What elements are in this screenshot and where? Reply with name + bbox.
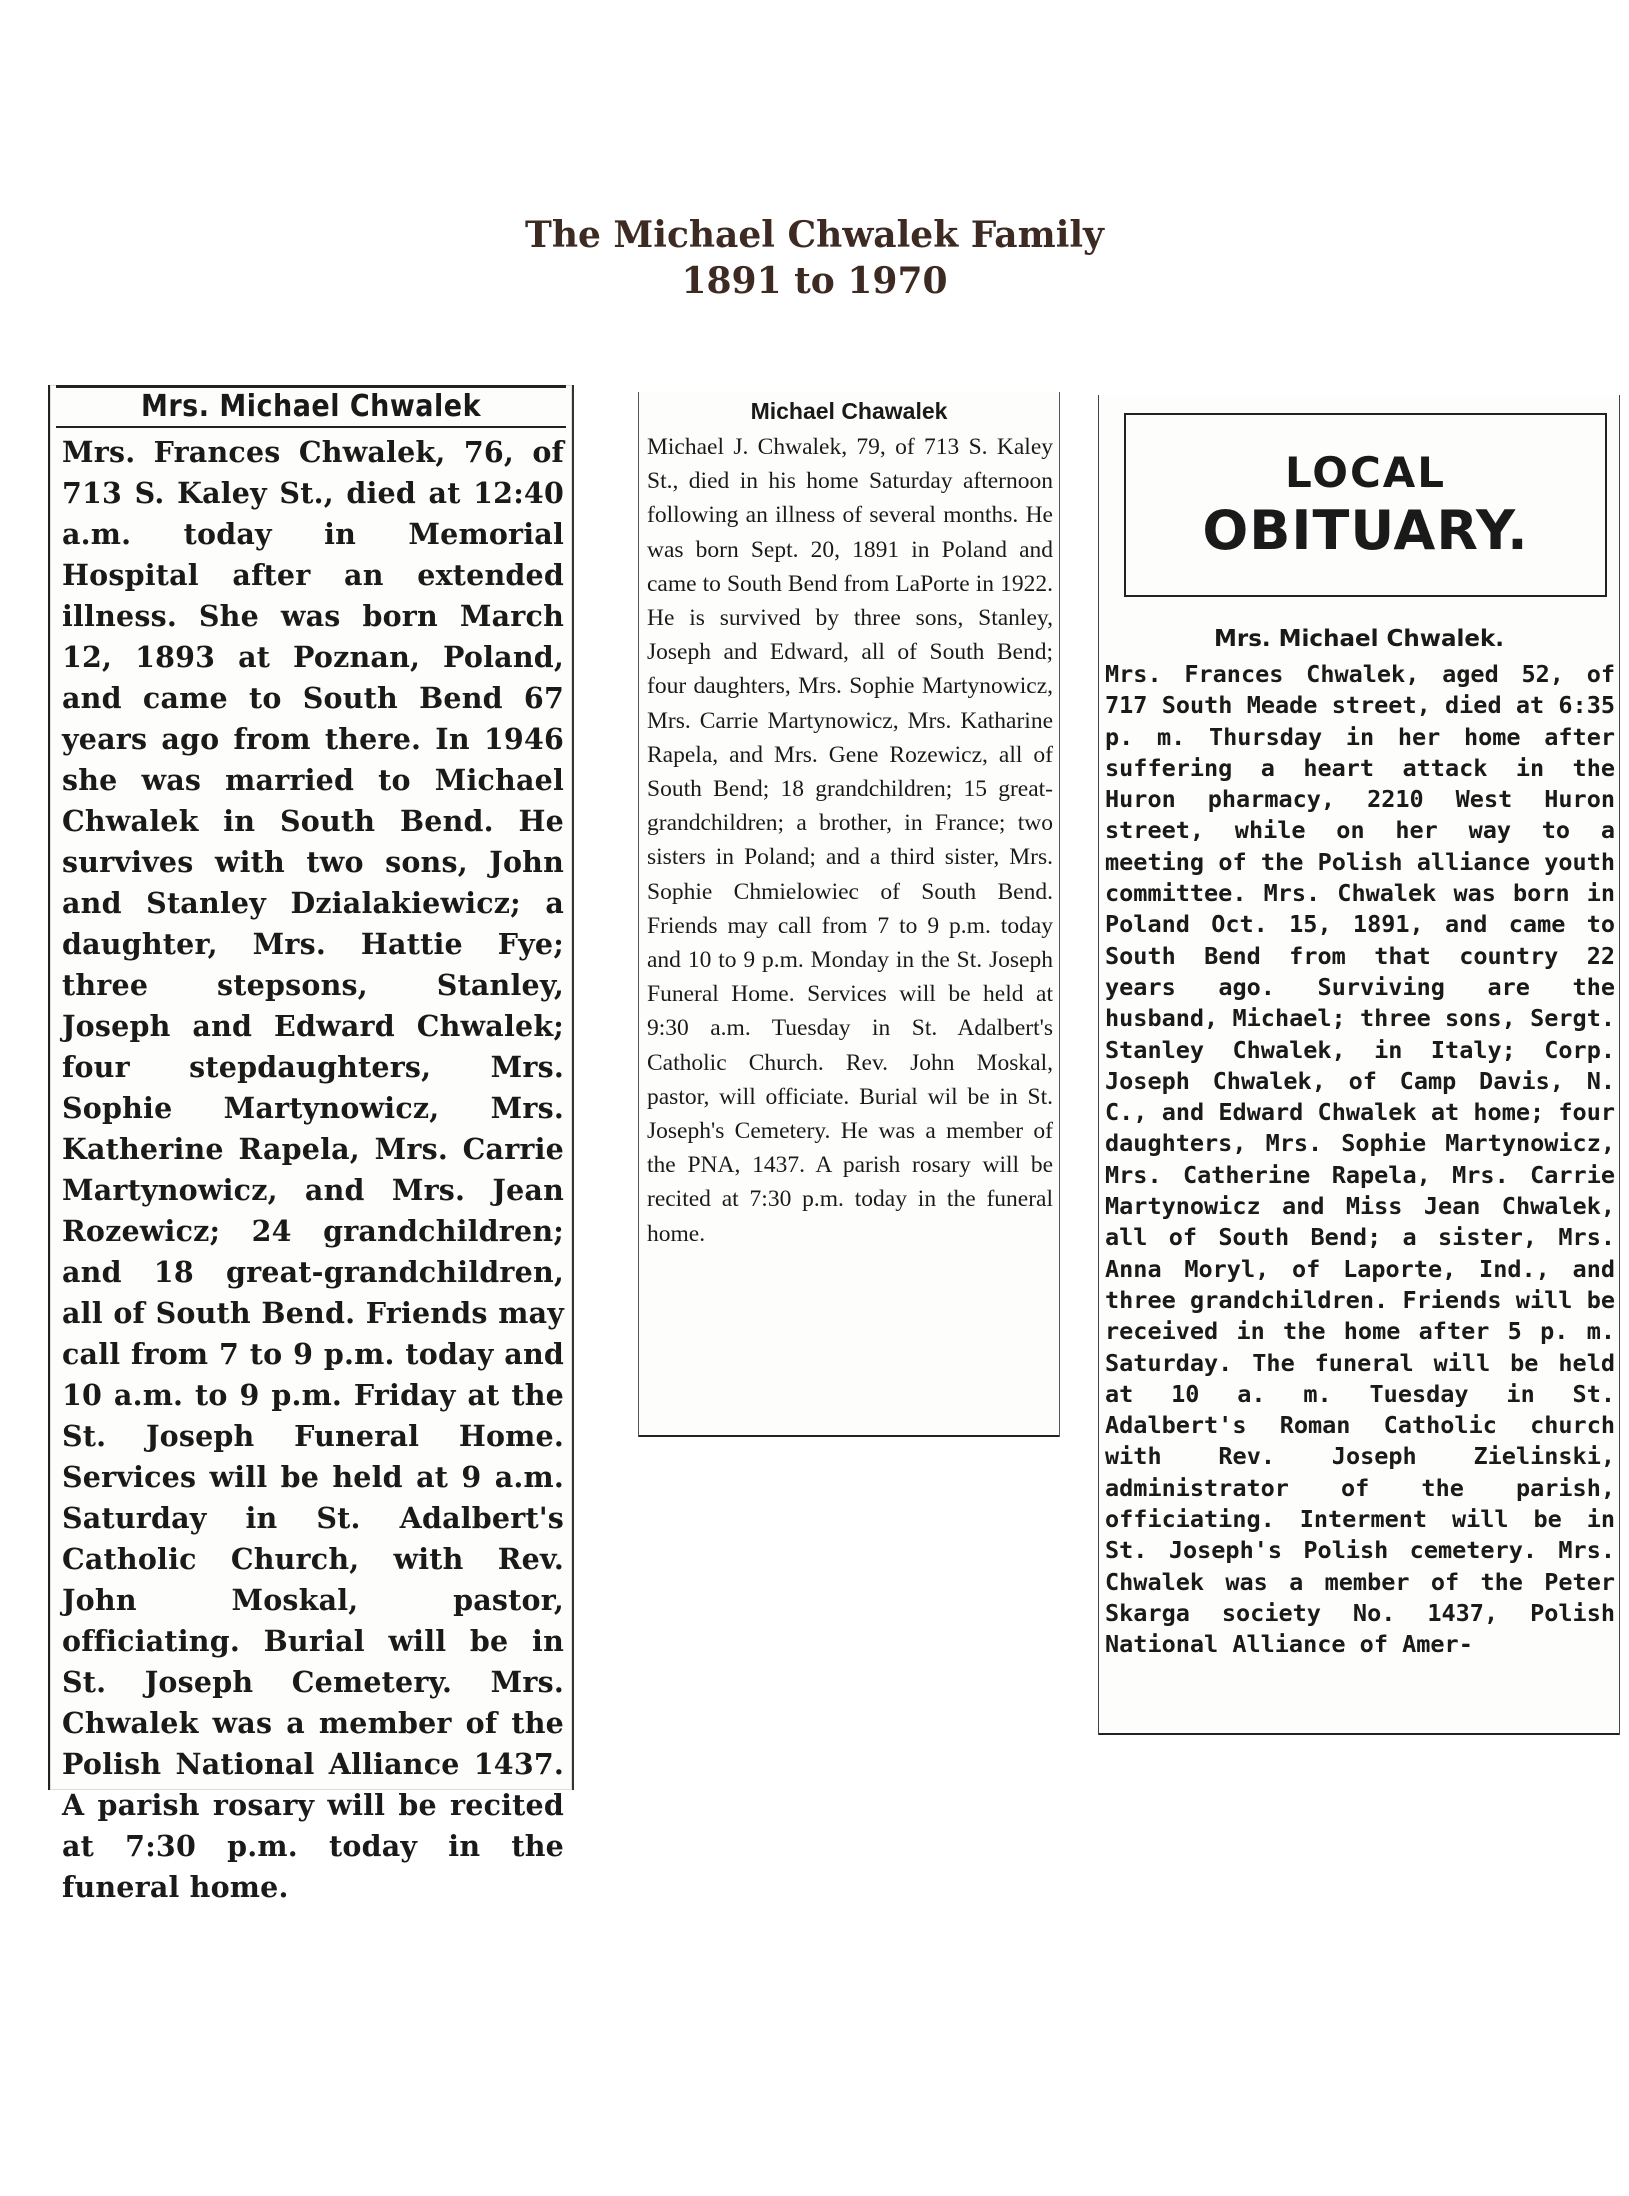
clipping-body: Michael J. Chwalek, 79, of 713 S. Kaley St., died in his home Saturday afternoon following an illness of several months. He was born Sept. 20, 1891 in Poland and came to South Bend from LaPorte in 1922. He is survived by three sons, Stanley, Joseph and Edward, all of South Bend; four daughters, Mrs. Sophie Martynowicz, Mrs. Carrie Martynowicz, Mrs. Katharine Rapela, and Mrs. Gene Rozewicz, all of South Bend; 18 grandchildren; 15 great-grandchildren; a brother, in France; two sisters in Poland; and a third sister, Mrs. Sophie Chmielowiec of South Bend. Friends may call from 7 to 9 p.m. today and 10 to 9 p.m. Monday in the St. Joseph Funeral Home. Services will be held at 9:30 a.m. Tuesday in St. Adalbert's Catholic Church. Rev. John Moskal, pastor, will officiate. Burial wil be in St. Joseph's Cemetery. He was a member of the PNA, 1437. A parish rosary will be recited at 7:30 p.m. today in the funeral home. [647,434,1053,1247]
clipping-body: Mrs. Frances Chwalek, 76, of 713 S. Kaley St., died at 12:40 a.m. today in Memorial Hospital after an extended illness. She was born March 12, 1893 at Poznan, Poland, and came to South Bend 67 years ago from there. In 1946 she was married to Michael Chwalek in South Bend. He survives with two sons, John and Stanley Dzialakiewicz; a daughter, Mrs. Hattie Fye; three stepsons, Stanley, Joseph and Edward Chwalek; four stepdaughters, Mrs. Sophie Martynowicz, Mrs. Katherine Rapela, Mrs. Carrie Martynowicz, and Mrs. Jean Rozewicz; 24 grandchildren; and 18 great-grandchildren, all of South Bend. Friends may call from 7 to 9 p.m. today and 10 a.m. to 9 p.m. Friday at the St. Joseph Funeral Home. Services will be held at 9 a.m. Saturday in St. Adalbert's Catholic Church, with Rev. John Moskal, pastor, officiating. Burial will be in St. Joseph Cemetery. Mrs. Chwalek was a member of the Polish National Alliance 1437. A parish rosary will be recited at 7:30 p.m. today in the funeral home. [62,435,564,1904]
clipping-body: Mrs. Frances Chwalek, aged 52, of 717 South Meade street, died at 6:35 p. m. Thursday in her home after suffering a heart attack in the Huron pharmacy, 2210 West Huron street, while on her way to a meeting of the Polish alliance youth committee. Mrs. Chwalek was born in Poland Oct. 15, 1891, and came to South Bend from that country 22 years ago. Surviving are the husband, Michael; three sons, Sergt. Stanley Chwalek, in Italy; Corp. Joseph Chwalek, of Camp Davis, N. C., and Edward Chwalek at home; four daughters, Mrs. Sophie Martynowicz, Mrs. Catherine Rapela, Mrs. Carrie Martynowicz and Miss Jean Chwalek, all of South Bend; a sister, Mrs. Anna Moryl, of Laporte, Ind., and three grandchildren. Friends will be received in the home after 5 p. m. Saturday. The funeral will be held at 10 a. m. Tuesday in St. Adalbert's Roman Catholic church with Rev. Joseph Zielinski, administrator of the parish, officiating. Interment will be in St. Joseph's Polish cemetery. Mrs. Chwalek was a member of the Peter Skarga society No. 1437, Polish National Alliance of Amer- [1105,660,1615,1659]
obituary-clipping-michael [638,392,1060,1437]
local-obituary-banner [1124,413,1607,597]
divider [639,1435,1059,1437]
clipping-headline: Mrs. Michael Chwalek [56,385,566,428]
title-line-1: The Michael Chwalek Family [525,214,1104,256]
obituary-clipping-frances-1943 [1098,395,1620,1735]
divider [1099,1733,1619,1735]
banner-line-2: OBITUARY. [1202,499,1529,562]
banner-line-1: LOCAL [1284,448,1447,497]
page-title [0,212,1629,304]
title-line-2: 1891 to 1970 [681,260,948,302]
obituary-clipping-frances-1969 [48,385,574,1904]
clipping-headline: Mrs. Michael Chwalek. [1214,626,1504,652]
clipping-headline: Michael Chawalek [750,398,948,424]
